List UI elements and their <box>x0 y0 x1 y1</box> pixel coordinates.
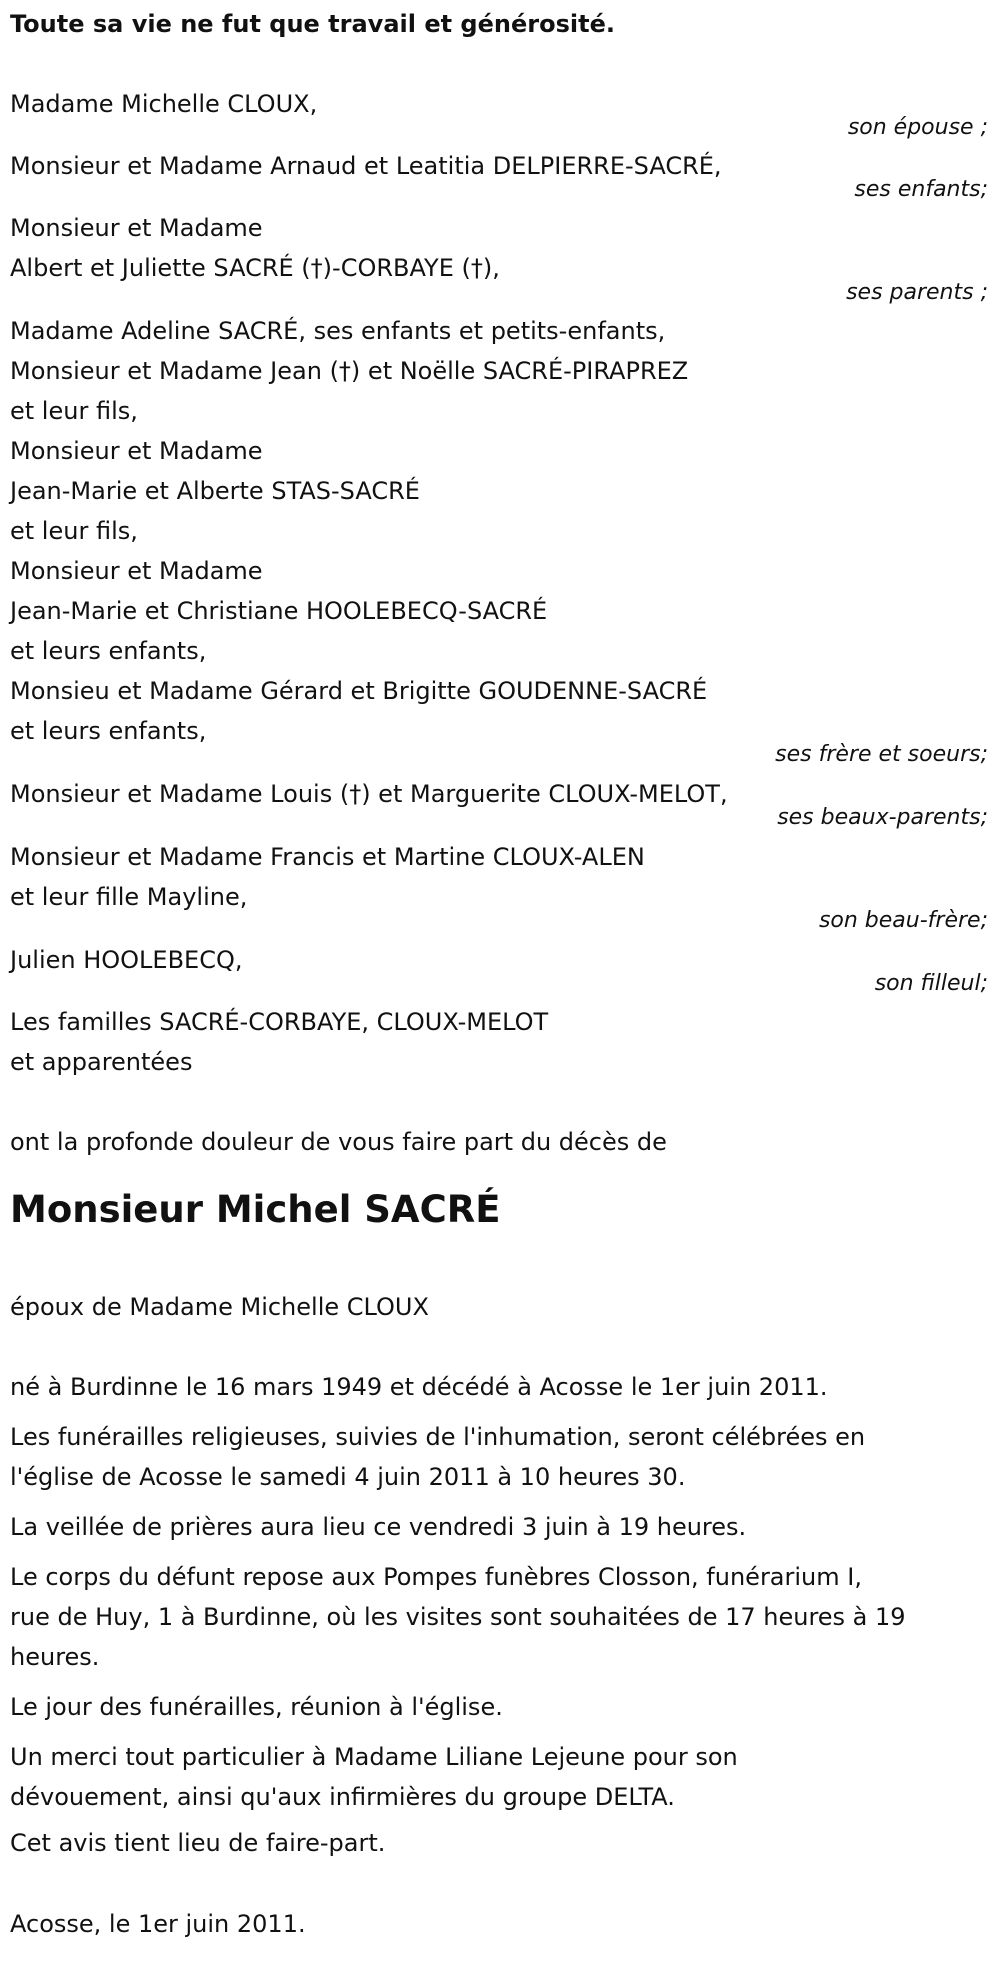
spouse-line: époux de Madame Michelle CLOUX <box>10 1293 429 1321</box>
family-line: Monsieur et Madame <box>10 214 263 242</box>
detail-line: Un merci tout particulier à Madame Liliane Lejeune pour son <box>10 1743 738 1771</box>
relation-label: ses parents ; <box>846 280 988 305</box>
family-line: Monsieur et Madame Louis (†) et Marguerite CLOUX-MELOT, <box>10 780 728 808</box>
family-line: Monsieur et Madame Arnaud et Leatitia DELPIERRE-SACRÉ, <box>10 152 722 180</box>
relation-label: son épouse ; <box>847 115 988 140</box>
family-line: et leurs enfants, <box>10 717 207 745</box>
closing-line: Acosse, le 1er juin 2011. <box>10 1910 306 1938</box>
relation-label: son filleul; <box>874 971 988 996</box>
family-line: et apparentées <box>10 1048 193 1076</box>
detail-line: Cet avis tient lieu de faire-part. <box>10 1829 386 1857</box>
family-line: Monsieur et Madame <box>10 557 263 585</box>
relation-label: ses enfants; <box>854 177 988 202</box>
family-line: et leurs enfants, <box>10 637 207 665</box>
detail-line: Les funérailles religieuses, suivies de l'inhumation, seront célébrées en <box>10 1423 866 1451</box>
family-line: Madame Adeline SACRÉ, ses enfants et petits-enfants, <box>10 317 666 345</box>
family-line: et leur fils, <box>10 517 138 545</box>
family-line: Julien HOOLEBECQ, <box>10 946 243 974</box>
relation-label: ses frère et soeurs; <box>775 742 988 767</box>
family-line: Monsieur et Madame Jean (†) et Noëlle SACRÉ-PIRAPREZ <box>10 357 689 385</box>
opening-quote: Toute sa vie ne fut que travail et générosité. <box>10 10 615 38</box>
family-line: et leur fille Mayline, <box>10 883 248 911</box>
detail-line: dévouement, ainsi qu'aux infirmières du groupe DELTA. <box>10 1783 675 1811</box>
family-line: Monsieur et Madame Francis et Martine CLOUX-ALEN <box>10 843 645 871</box>
family-line: et leur fils, <box>10 397 138 425</box>
detail-line: heures. <box>10 1643 100 1671</box>
family-line: Monsieu et Madame Gérard et Brigitte GOUDENNE-SACRÉ <box>10 677 708 705</box>
detail-line: Le jour des funérailles, réunion à l'église. <box>10 1693 503 1721</box>
detail-line: La veillée de prières aura lieu ce vendredi 3 juin à 19 heures. <box>10 1513 747 1541</box>
family-line: Madame Michelle CLOUX, <box>10 90 318 118</box>
relation-label: son beau-frère; <box>818 908 988 933</box>
detail-line: né à Burdinne le 16 mars 1949 et décédé à Acosse le 1er juin 2011. <box>10 1373 828 1401</box>
detail-line: Le corps du défunt repose aux Pompes funèbres Closson, funérarium I, <box>10 1563 862 1591</box>
relation-label: ses beaux-parents; <box>777 805 988 830</box>
family-line: Monsieur et Madame <box>10 437 263 465</box>
family-line: Jean-Marie et Christiane HOOLEBECQ-SACRÉ <box>10 597 548 625</box>
family-line: Les familles SACRÉ-CORBAYE, CLOUX-MELOT <box>10 1008 549 1036</box>
family-line: Jean-Marie et Alberte STAS-SACRÉ <box>10 477 420 505</box>
detail-line: l'église de Acosse le samedi 4 juin 2011 à 10 heures 30. <box>10 1463 686 1491</box>
deceased-name: Monsieur Michel SACRÉ <box>10 1188 501 1231</box>
family-line: Albert et Juliette SACRÉ (†)-CORBAYE (†), <box>10 254 500 282</box>
announcement-text: ont la profonde douleur de vous faire part du décès de <box>10 1128 667 1156</box>
detail-line: rue de Huy, 1 à Burdinne, où les visites sont souhaitées de 17 heures à 19 <box>10 1603 906 1631</box>
